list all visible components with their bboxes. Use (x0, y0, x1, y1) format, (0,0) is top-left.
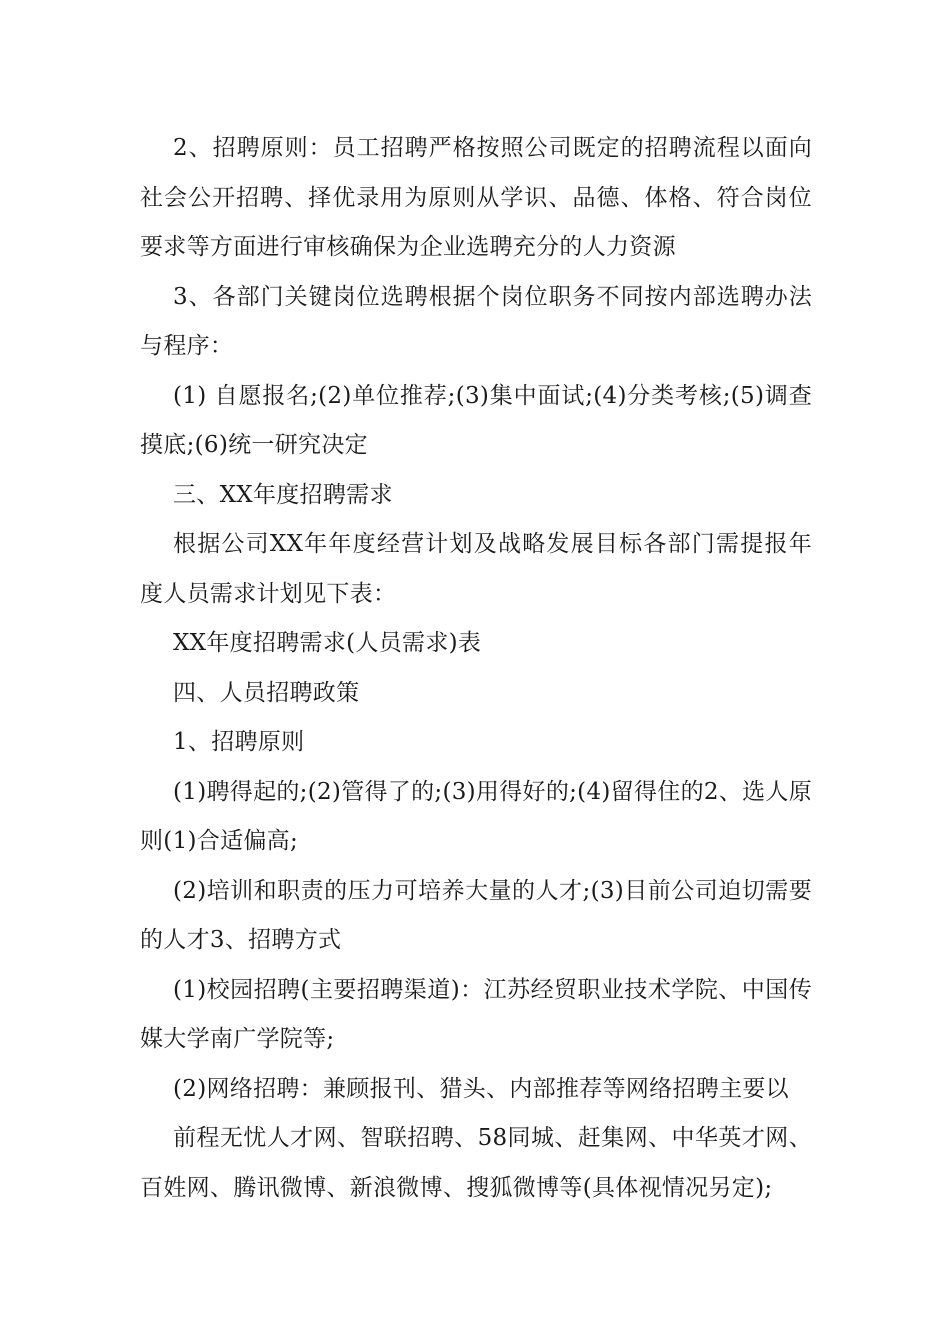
paragraph-annual-plan (140, 520, 812, 619)
text-line: 程序： (163, 333, 234, 359)
text-line: 2、招聘原则：员工招聘严格按照公司既定的招聘流程以面向社 (140, 135, 812, 211)
text-line: XX年度招聘需求(人员需求)表 (173, 630, 482, 656)
text-line: (2)培训和职责的压力可培养大量的人才;(3)目前公司迫切需要 (173, 877, 812, 904)
paragraph-recruitment-principle (140, 124, 812, 273)
text-line: 则(1)合适偏高; (140, 828, 299, 854)
text-line: (1)聘得起的;(2)管得了的;(3)用得好的;(4)留得住的2、选人原 (173, 778, 812, 805)
text-line: 四、人员招聘政策 (173, 679, 360, 706)
text-line: 根据公司XX年年度经营计划及战略发展目标各部门需提报年度 (140, 531, 812, 607)
text-line: 人员需求计划见下表： (163, 580, 397, 607)
text-line: 姓网、腾讯微博、新浪微博、搜狐微博等(具体视情况另定); (163, 1174, 773, 1201)
text-line: 摸底;(6)统一研究决定 (140, 432, 368, 458)
text-line: 3、各部门关键岗位选聘根据个岗位职务不同按内部选聘办法与 (140, 283, 812, 359)
document-body (140, 124, 812, 1213)
paragraph-key-position-selection (140, 273, 812, 372)
section-heading-recruitment-policy (140, 669, 812, 719)
text-line: 等方面进行审核确保为企业选聘充分的人力资源 (186, 234, 676, 260)
section-heading-annual-demand (140, 471, 812, 521)
paragraph-training-pressure (140, 867, 812, 966)
text-line: 会公开招聘、择优录用为原则从学识、品德、体格、符合岗位要求 (140, 184, 812, 260)
text-line: 1、招聘原则 (173, 729, 305, 755)
text-line: (2)网络招聘：兼顾报刊、猎头、内部推荐等网络招聘主要以 (173, 1075, 789, 1102)
text-line: 媒大学南广学院等; (140, 1026, 335, 1052)
text-line: (1) 自愿报名;(2)单位推荐;(3)集中面试;(4)分类考核;(5)调查 (173, 382, 812, 409)
text-line: 三、XX年度招聘需求 (173, 481, 393, 508)
text-line: 的人才3、招聘方式 (140, 927, 342, 953)
paragraph-selection-steps (140, 372, 812, 471)
paragraph-recruitment-websites (140, 1114, 812, 1213)
table-caption (140, 619, 812, 669)
paragraph-principle-items (140, 768, 812, 867)
text-line: 前程无忧人才网、智联招聘、58同城、赶集网、中华英才网、百 (140, 1125, 812, 1201)
paragraph-online-recruitment (140, 1065, 812, 1115)
text-line: (1)校园招聘(主要招聘渠道)：江苏经贸职业技术学院、中国传 (173, 976, 812, 1003)
paragraph-campus-recruitment (140, 966, 812, 1065)
subheading-recruitment-principle (140, 718, 812, 768)
